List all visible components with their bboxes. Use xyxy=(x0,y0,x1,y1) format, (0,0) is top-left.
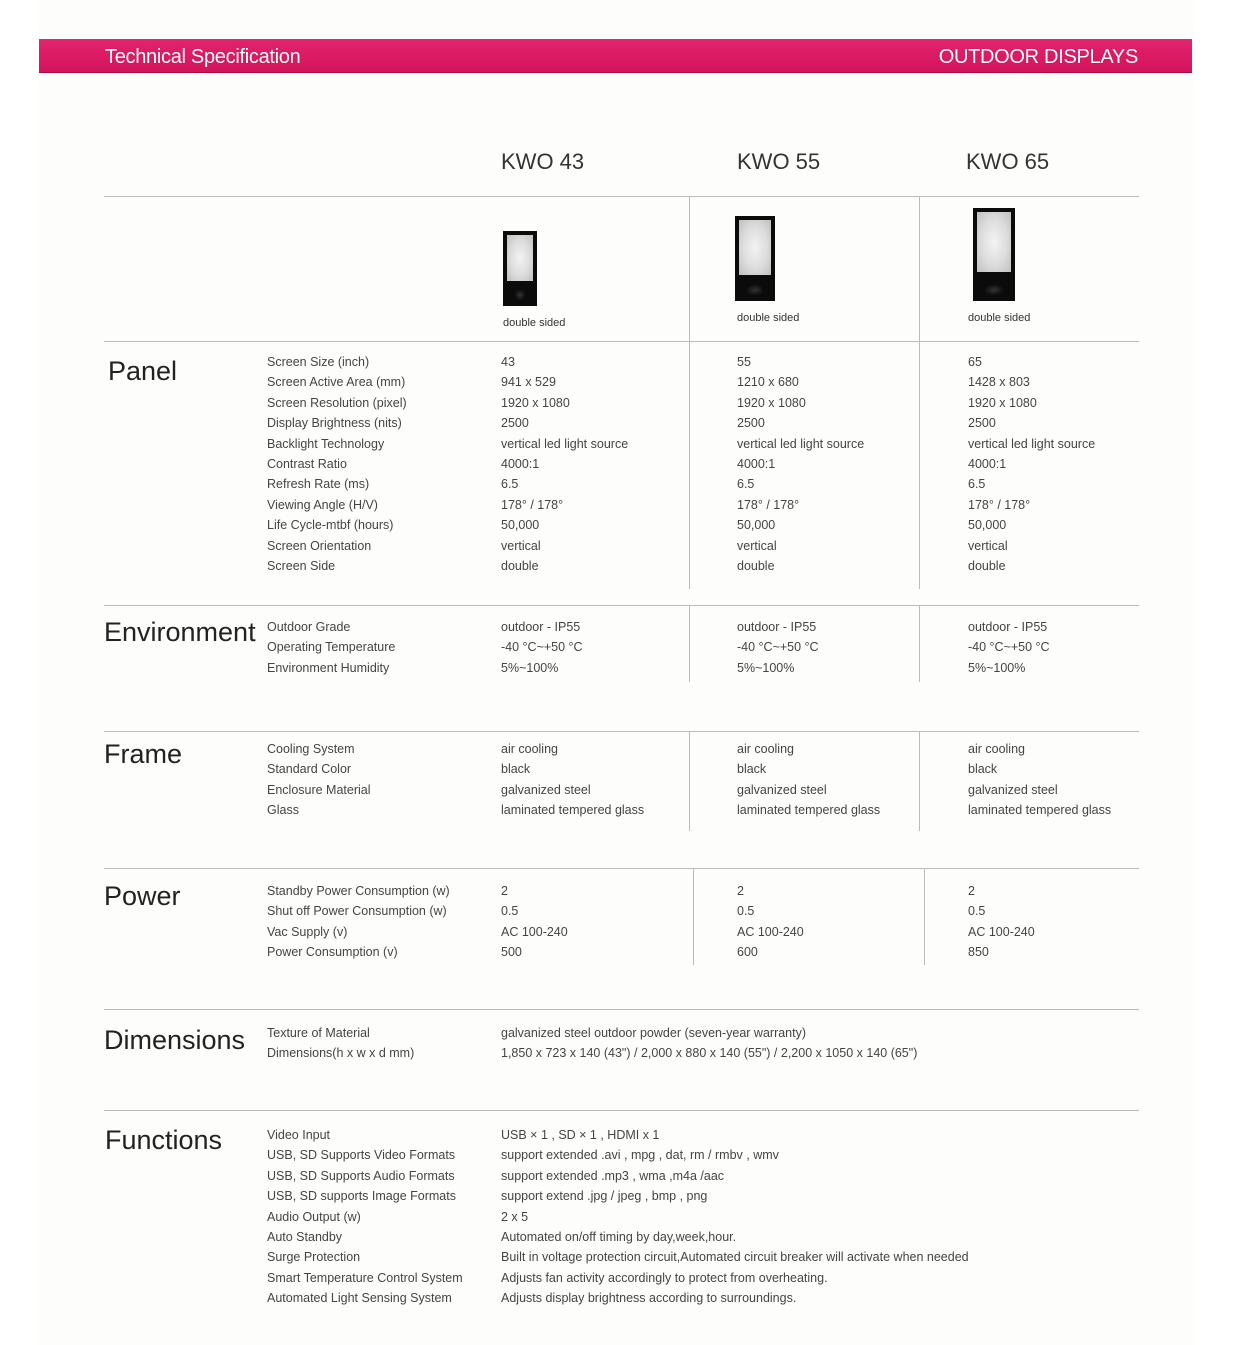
spec-row: 2 x 5 xyxy=(501,1209,529,1224)
dimensions-values xyxy=(501,1023,917,1064)
spec-row: 941 x 529 xyxy=(501,375,556,390)
spec-row: galvanized steel outdoor powder (seven-year warranty) xyxy=(501,1026,807,1040)
spec-row: 4000:1 xyxy=(968,456,1007,471)
spec-row: 2 xyxy=(968,884,975,898)
spec-row: 50,000 xyxy=(968,518,1007,533)
column-divider xyxy=(919,605,920,682)
environment-values-kwo43 xyxy=(501,617,583,678)
spec-row: 0.5 xyxy=(737,904,755,919)
spec-row: air cooling xyxy=(737,742,794,756)
spec-row: Standard Color xyxy=(267,762,352,777)
section-title-power: Power xyxy=(104,881,181,911)
environment-labels xyxy=(267,617,395,678)
spec-row: 1,850 x 723 x 140 (43") / 2,000 x 880 x 140 (55") / 2,200 x 1050 x 140 (65") xyxy=(501,1046,918,1061)
divider-line xyxy=(104,341,1139,342)
spec-row: AC 100-240 xyxy=(968,924,1035,939)
spec-row: Vac Supply (v) xyxy=(267,924,348,939)
spec-row: AC 100-240 xyxy=(501,924,568,939)
model-name-kwo43: KWO 43 xyxy=(501,149,585,174)
spec-row: Screen Active Area (mm) xyxy=(267,375,406,390)
spec-row: 50,000 xyxy=(737,518,776,533)
spec-row: 65 xyxy=(968,355,982,369)
spec-row: galvanized steel xyxy=(501,782,591,797)
spec-row: 1428 x 803 xyxy=(968,375,1030,390)
spec-row: Standby Power Consumption (w) xyxy=(267,884,450,898)
spec-row: Enclosure Material xyxy=(267,782,371,797)
spec-row: 4000:1 xyxy=(501,456,540,471)
spec-row: 43 xyxy=(501,355,515,369)
section-title-frame: Frame xyxy=(104,739,183,769)
spec-row: Adjusts fan activity accordingly to protect from overheating. xyxy=(501,1270,828,1285)
spec-row: 178° / 178° xyxy=(737,497,800,512)
divider-line xyxy=(104,731,1139,732)
spec-row: 1920 x 1080 xyxy=(737,395,806,410)
spec-row: Adjusts display brightness according to surroundings. xyxy=(501,1291,797,1306)
spec-row: black xyxy=(737,762,767,777)
spec-row: Screen Size (inch) xyxy=(267,355,370,369)
environment-values-kwo55 xyxy=(737,617,819,678)
kwo55-display-image xyxy=(735,216,775,301)
divider-line xyxy=(104,1009,1139,1010)
spec-row: double xyxy=(968,558,1006,573)
spec-row: laminated tempered glass xyxy=(501,803,645,818)
spec-row: USB, SD supports Image Formats xyxy=(267,1189,456,1204)
power-values-kwo55 xyxy=(737,881,804,963)
spec-row: Smart Temperature Control System xyxy=(267,1270,463,1285)
spec-row: vertical led light source xyxy=(501,436,629,451)
power-values-kwo65 xyxy=(968,881,1035,963)
spec-row: USB, SD Supports Video Formats xyxy=(267,1148,456,1163)
spec-row: Screen Side xyxy=(267,558,336,573)
model-name-kwo65: KWO 65 xyxy=(966,149,1050,174)
spec-row: Power Consumption (v) xyxy=(267,945,398,960)
spec-row: -40 °C~+50 °C xyxy=(968,640,1050,655)
frame-values-kwo55 xyxy=(737,739,880,821)
spec-row: 5%~100% xyxy=(968,660,1026,675)
spec-row: Cooling System xyxy=(267,742,355,756)
spec-row: galvanized steel xyxy=(968,782,1058,797)
divider-line xyxy=(104,605,1139,606)
spec-row: black xyxy=(501,762,531,777)
spec-row: Environment Humidity xyxy=(267,660,390,675)
spec-row: 178° / 178° xyxy=(501,497,564,512)
spec-row: Contrast Ratio xyxy=(267,456,347,471)
spec-row: galvanized steel xyxy=(737,782,827,797)
spec-row: 1920 x 1080 xyxy=(501,395,570,410)
spec-row: outdoor - IP55 xyxy=(501,620,581,634)
spec-row: Glass xyxy=(267,803,299,818)
panel-values-kwo43 xyxy=(501,352,628,576)
power-labels xyxy=(267,881,450,963)
spec-row: -40 °C~+50 °C xyxy=(737,640,819,655)
spec-row: 600 xyxy=(737,945,758,960)
spec-row: Screen Orientation xyxy=(267,538,372,553)
spec-row: Texture of Material xyxy=(267,1026,370,1040)
dimensions-labels xyxy=(267,1023,414,1064)
divider-line xyxy=(104,196,1139,197)
banner-category: OUTDOOR DISPLAYS xyxy=(938,46,1138,68)
panel-values-kwo65 xyxy=(968,352,1095,576)
spec-row: USB, SD Supports Audio Formats xyxy=(267,1168,455,1183)
column-divider xyxy=(919,731,920,831)
spec-row: Operating Temperature xyxy=(267,640,396,655)
spec-row: 0.5 xyxy=(968,904,986,919)
spec-row: 5%~100% xyxy=(501,660,559,675)
spec-row: 6.5 xyxy=(501,477,519,492)
model-name-kwo55: KWO 55 xyxy=(737,149,821,174)
spec-row: Automated Light Sensing System xyxy=(267,1291,452,1306)
frame-values-kwo65 xyxy=(968,739,1111,821)
spec-row: Automated on/off timing by day,week,hour. xyxy=(501,1229,737,1244)
spec-row: 0.5 xyxy=(501,904,519,919)
spec-row: vertical xyxy=(501,538,541,553)
spec-row: Display Brightness (nits) xyxy=(267,416,402,431)
spec-row: 50,000 xyxy=(501,518,540,533)
spec-row: outdoor - IP55 xyxy=(737,620,817,634)
divider-line xyxy=(104,868,1139,869)
spec-row: air cooling xyxy=(968,742,1025,756)
spec-row: 6.5 xyxy=(968,477,986,492)
banner-title: Technical Specification xyxy=(105,46,301,68)
functions-values xyxy=(501,1125,969,1309)
frame-labels xyxy=(267,739,371,821)
spec-row: Shut off Power Consumption (w) xyxy=(267,904,447,919)
spec-row: Backlight Technology xyxy=(267,436,385,451)
section-title-functions: Functions xyxy=(105,1125,223,1155)
spec-row: black xyxy=(968,762,998,777)
section-title-environment: Environment xyxy=(104,617,256,647)
spec-row: 55 xyxy=(737,355,751,369)
spec-row: support extended .mp3 , wma ,m4a /aac xyxy=(501,1168,725,1183)
spec-row: 2 xyxy=(737,884,744,898)
spec-row: Outdoor Grade xyxy=(267,620,351,634)
panel-values-kwo55 xyxy=(737,352,864,576)
spec-row: 4000:1 xyxy=(737,456,776,471)
spec-row: vertical xyxy=(968,538,1008,553)
section-title-panel: Panel xyxy=(108,356,178,386)
spec-row: air cooling xyxy=(501,742,558,756)
header-banner xyxy=(39,39,1192,73)
spec-row: Life Cycle-mtbf (hours) xyxy=(267,518,394,533)
column-divider xyxy=(693,868,694,965)
spec-row: Auto Standby xyxy=(267,1229,343,1244)
column-divider xyxy=(689,196,690,589)
divider-line xyxy=(104,1110,1139,1111)
spec-row: Refresh Rate (ms) xyxy=(267,477,370,492)
spec-row: Audio Output (w) xyxy=(267,1209,361,1224)
spec-row: vertical xyxy=(737,538,777,553)
spec-row: Viewing Angle (H/V) xyxy=(267,497,378,512)
spec-row: Screen Resolution (pixel) xyxy=(267,395,407,410)
kwo65-display-image xyxy=(973,208,1015,301)
spec-row: 2500 xyxy=(968,416,996,431)
kwo43-display-image xyxy=(503,231,537,306)
kwo65-caption: double sided xyxy=(968,312,1031,324)
spec-row: 2 xyxy=(501,884,508,898)
kwo55-caption: double sided xyxy=(737,312,800,324)
spec-row: outdoor - IP55 xyxy=(968,620,1048,634)
spec-row: 2500 xyxy=(737,416,765,431)
power-values-kwo43 xyxy=(501,881,568,963)
spec-row: AC 100-240 xyxy=(737,924,804,939)
spec-row: 2500 xyxy=(501,416,529,431)
column-divider xyxy=(689,605,690,682)
spec-row: 500 xyxy=(501,945,522,960)
spec-row: 178° / 178° xyxy=(968,497,1031,512)
spec-row: support extended .avi , mpg , dat, rm / rmbv , wmv xyxy=(501,1148,779,1163)
spec-row: vertical led light source xyxy=(968,436,1096,451)
spec-row: double xyxy=(737,558,775,573)
frame-values-kwo43 xyxy=(501,739,644,821)
spec-row: 5%~100% xyxy=(737,660,795,675)
section-title-dimensions: Dimensions xyxy=(104,1025,246,1055)
spec-row: Video Input xyxy=(267,1128,331,1142)
spec-row: vertical led light source xyxy=(737,436,865,451)
spec-row: USB × 1 , SD × 1 , HDMI x 1 xyxy=(501,1128,660,1142)
spec-row: double xyxy=(501,558,539,573)
spec-row: Built in voltage protection circuit,Automated circuit breaker will activate when needed xyxy=(501,1250,969,1265)
spec-row: Surge Protection xyxy=(267,1250,361,1265)
spec-row: Dimensions(h x w x d mm) xyxy=(267,1046,415,1061)
spec-row: -40 °C~+50 °C xyxy=(501,640,583,655)
spec-row: 1210 x 680 xyxy=(737,375,799,390)
functions-labels xyxy=(267,1125,463,1309)
spec-row: support extend .jpg / jpeg , bmp , png xyxy=(501,1189,708,1204)
spec-row: 1920 x 1080 xyxy=(968,395,1037,410)
spec-row: laminated tempered glass xyxy=(968,803,1112,818)
spec-row: laminated tempered glass xyxy=(737,803,881,818)
spec-row: 6.5 xyxy=(737,477,755,492)
environment-values-kwo65 xyxy=(968,617,1050,678)
spec-row: 850 xyxy=(968,945,989,960)
panel-labels xyxy=(267,352,407,576)
column-divider xyxy=(924,868,925,965)
column-divider xyxy=(919,196,920,589)
column-divider xyxy=(689,731,690,831)
kwo43-caption: double sided xyxy=(503,317,566,329)
